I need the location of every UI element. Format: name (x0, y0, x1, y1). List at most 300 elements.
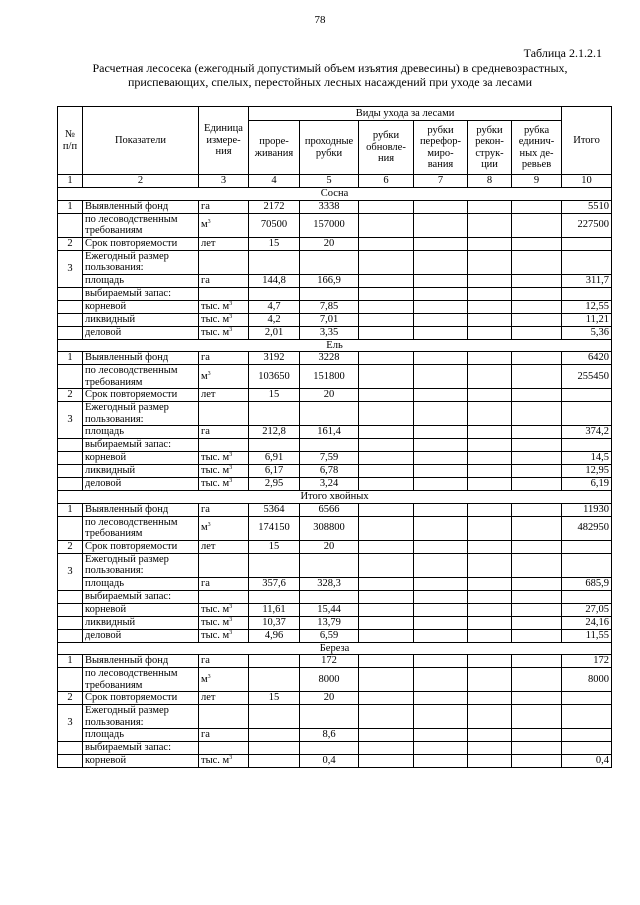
value-empty (512, 590, 562, 603)
value-total (562, 250, 612, 274)
value-total: 11,55 (562, 629, 612, 642)
row-unit (199, 742, 249, 755)
unit-text: га (201, 655, 210, 667)
row-number (58, 300, 83, 313)
value-passage-cutting: 161,4 (300, 426, 359, 439)
value-empty (512, 237, 562, 250)
table-row (58, 237, 612, 250)
value-empty (512, 478, 562, 491)
value-empty (468, 287, 512, 300)
row-number (58, 516, 83, 540)
table-row (58, 326, 612, 339)
table-row (58, 503, 612, 516)
unit-text: м (201, 219, 208, 231)
value-empty (512, 326, 562, 339)
value-empty (512, 250, 562, 274)
value-empty (512, 274, 562, 287)
row-number: 2 (58, 540, 83, 553)
value-thinning: 2,95 (249, 478, 300, 491)
value-empty (359, 616, 414, 629)
table-row (58, 577, 612, 590)
column-number: 9 (512, 175, 562, 188)
value-total: 374,2 (562, 426, 612, 439)
value-empty (414, 213, 468, 237)
value-empty (359, 692, 414, 705)
table-row (58, 629, 612, 642)
value-empty (359, 503, 414, 516)
row-unit (199, 503, 249, 516)
row-number (58, 755, 83, 768)
value-total: 11930 (562, 503, 612, 516)
table-row (58, 200, 612, 213)
unit-text: лет (201, 237, 216, 249)
unit-superscript: 3 (229, 629, 233, 636)
value-empty (414, 516, 468, 540)
value-thinning: 144,8 (249, 274, 300, 287)
unit-superscript: 3 (229, 300, 233, 307)
row-label: площадь (83, 577, 199, 590)
value-empty (359, 426, 414, 439)
row-unit (199, 452, 249, 465)
table-row (58, 668, 612, 692)
value-empty (359, 365, 414, 389)
value-thinning: 2172 (249, 200, 300, 213)
header-unit: Единица измере-ния (199, 107, 249, 175)
value-empty (512, 692, 562, 705)
value-empty (359, 452, 414, 465)
value-empty (414, 629, 468, 642)
value-thinning: 4,2 (249, 313, 300, 326)
value-empty (414, 668, 468, 692)
value-passage-cutting: 7,85 (300, 300, 359, 313)
row-unit (199, 577, 249, 590)
row-label: по лесоводственным требованиям (83, 668, 199, 692)
header-indicator: Показатели (83, 107, 199, 175)
value-empty (359, 668, 414, 692)
unit-text: тыс. м (201, 465, 230, 477)
value-thinning (249, 250, 300, 274)
row-number: 3 (58, 553, 83, 590)
table-row (58, 426, 612, 439)
row-label: выбираемый запас: (83, 742, 199, 755)
unit-superscript: 3 (229, 616, 233, 623)
unit-superscript: 3 (229, 465, 233, 472)
value-total: 685,9 (562, 577, 612, 590)
value-total: 8000 (562, 668, 612, 692)
row-label: по лесоводственным требованиям (83, 516, 199, 540)
row-label: площадь (83, 274, 199, 287)
value-passage-cutting: 20 (300, 692, 359, 705)
row-label: площадь (83, 729, 199, 742)
value-total (562, 742, 612, 755)
row-unit (199, 553, 249, 577)
value-empty (414, 590, 468, 603)
value-total: 0,4 (562, 755, 612, 768)
value-empty (414, 742, 468, 755)
value-thinning (249, 287, 300, 300)
table-row (58, 742, 612, 755)
row-label: Ежегодный размер пользования: (83, 402, 199, 426)
row-label: деловой (83, 629, 199, 642)
row-number (58, 668, 83, 692)
row-number: 3 (58, 402, 83, 439)
value-passage-cutting: 13,79 (300, 616, 359, 629)
row-number (58, 590, 83, 603)
row-unit (199, 540, 249, 553)
value-passage-cutting: 7,59 (300, 452, 359, 465)
table-row (58, 250, 612, 274)
row-number (58, 465, 83, 478)
value-thinning: 15 (249, 540, 300, 553)
value-empty (468, 213, 512, 237)
value-total (562, 705, 612, 729)
unit-superscript: 3 (229, 326, 233, 333)
value-passage-cutting: 3,35 (300, 326, 359, 339)
value-thinning (249, 553, 300, 577)
value-empty (512, 200, 562, 213)
value-empty (359, 742, 414, 755)
value-empty (468, 655, 512, 668)
value-empty (512, 553, 562, 577)
value-empty (359, 478, 414, 491)
unit-text: лет (201, 389, 216, 401)
row-number: 1 (58, 655, 83, 668)
value-passage-cutting (300, 402, 359, 426)
table-row (58, 313, 612, 326)
value-total: 227500 (562, 213, 612, 237)
value-thinning: 357,6 (249, 577, 300, 590)
row-unit (199, 478, 249, 491)
unit-text: га (201, 274, 210, 286)
header-num: № п/п (58, 107, 83, 175)
value-thinning: 212,8 (249, 426, 300, 439)
value-thinning (249, 402, 300, 426)
table-caption: Расчетная лесосека (ежегодный допустимый объем изъятия древесины) в средневозрастных, приспевающих, спелых, перестойных лесных насаждений при уходе за лесами (92, 61, 568, 89)
value-empty (512, 668, 562, 692)
value-empty (512, 402, 562, 426)
value-total: 6420 (562, 352, 612, 365)
table-row (58, 274, 612, 287)
row-label: Срок повторяемости (83, 389, 199, 402)
value-thinning (249, 742, 300, 755)
forest-cutting-table (57, 106, 612, 768)
value-passage-cutting: 151800 (300, 365, 359, 389)
row-number: 3 (58, 705, 83, 742)
value-empty (414, 389, 468, 402)
table-row (58, 300, 612, 313)
value-thinning: 15 (249, 692, 300, 705)
value-empty (359, 439, 414, 452)
value-passage-cutting (300, 439, 359, 452)
row-label: по лесоводственным требованиям (83, 365, 199, 389)
value-empty (468, 629, 512, 642)
row-label: Выявленный фонд (83, 655, 199, 668)
value-total (562, 540, 612, 553)
value-empty (512, 365, 562, 389)
value-empty (414, 577, 468, 590)
value-empty (512, 655, 562, 668)
value-empty (468, 590, 512, 603)
value-passage-cutting: 20 (300, 540, 359, 553)
value-empty (414, 452, 468, 465)
value-empty (468, 452, 512, 465)
header-total: Итого (562, 107, 612, 175)
row-label: ликвидный (83, 465, 199, 478)
value-empty (414, 755, 468, 768)
value-empty (468, 237, 512, 250)
row-number (58, 616, 83, 629)
value-empty (512, 389, 562, 402)
value-empty (359, 603, 414, 616)
value-empty (414, 692, 468, 705)
unit-superscript: 3 (229, 755, 233, 762)
row-number (58, 603, 83, 616)
row-unit (199, 729, 249, 742)
value-empty (468, 465, 512, 478)
value-empty (359, 540, 414, 553)
section-title: Итого хвойных (58, 491, 612, 504)
value-total: 6,19 (562, 478, 612, 491)
value-passage-cutting: 328,3 (300, 577, 359, 590)
table-row (58, 692, 612, 705)
row-number: 1 (58, 503, 83, 516)
column-number: 4 (249, 175, 300, 188)
value-passage-cutting (300, 742, 359, 755)
value-empty (512, 616, 562, 629)
value-empty (468, 553, 512, 577)
value-passage-cutting: 157000 (300, 213, 359, 237)
value-total: 482950 (562, 516, 612, 540)
section-title: Сосна (58, 188, 612, 201)
unit-superscript: 3 (207, 370, 211, 377)
value-empty (359, 516, 414, 540)
row-unit (199, 237, 249, 250)
value-empty (359, 402, 414, 426)
value-total: 5510 (562, 200, 612, 213)
value-passage-cutting: 15,44 (300, 603, 359, 616)
value-passage-cutting (300, 553, 359, 577)
value-empty (512, 705, 562, 729)
row-number: 1 (58, 352, 83, 365)
value-empty (468, 313, 512, 326)
row-unit (199, 629, 249, 642)
value-total (562, 237, 612, 250)
value-passage-cutting: 172 (300, 655, 359, 668)
unit-text: лет (201, 540, 216, 552)
row-label: Ежегодный размер пользования: (83, 705, 199, 729)
value-empty (359, 313, 414, 326)
value-total (562, 553, 612, 577)
value-empty (414, 478, 468, 491)
table-row (58, 516, 612, 540)
value-passage-cutting: 8,6 (300, 729, 359, 742)
value-thinning (249, 655, 300, 668)
column-number: 6 (359, 175, 414, 188)
value-thinning: 4,7 (249, 300, 300, 313)
value-empty (359, 200, 414, 213)
unit-text: м (201, 522, 208, 534)
row-number: 2 (58, 237, 83, 250)
value-total: 5,36 (562, 326, 612, 339)
value-empty (468, 426, 512, 439)
unit-superscript: 3 (207, 219, 211, 226)
value-empty (468, 250, 512, 274)
value-total (562, 402, 612, 426)
header-kind: проре-живания (249, 121, 300, 175)
value-empty (359, 287, 414, 300)
value-empty (468, 389, 512, 402)
value-passage-cutting: 6566 (300, 503, 359, 516)
unit-superscript: 3 (207, 673, 211, 680)
row-label: деловой (83, 478, 199, 491)
value-thinning (249, 439, 300, 452)
unit-text: га (201, 729, 210, 741)
table-row (58, 616, 612, 629)
value-empty (414, 465, 468, 478)
value-empty (468, 616, 512, 629)
value-passage-cutting: 6,59 (300, 629, 359, 642)
row-number (58, 365, 83, 389)
value-empty (414, 365, 468, 389)
value-total (562, 389, 612, 402)
table-row (58, 352, 612, 365)
row-label: Выявленный фонд (83, 200, 199, 213)
unit-text: тыс. м (201, 326, 230, 338)
section-title: Береза (58, 642, 612, 655)
value-passage-cutting: 8000 (300, 668, 359, 692)
value-empty (468, 668, 512, 692)
row-number (58, 478, 83, 491)
header-kind: рубки рекон-струк-ции (468, 121, 512, 175)
header-kind: рубки перефор-миро-вания (414, 121, 468, 175)
row-unit (199, 213, 249, 237)
value-total: 11,21 (562, 313, 612, 326)
table-row (58, 439, 612, 452)
unit-text: тыс. м (201, 629, 230, 641)
value-empty (359, 729, 414, 742)
value-thinning: 70500 (249, 213, 300, 237)
unit-text: тыс. м (201, 478, 230, 490)
row-label: корневой (83, 452, 199, 465)
value-empty (414, 553, 468, 577)
row-unit (199, 287, 249, 300)
value-empty (468, 577, 512, 590)
value-empty (359, 755, 414, 768)
value-passage-cutting: 20 (300, 389, 359, 402)
row-label: ликвидный (83, 313, 199, 326)
value-passage-cutting (300, 250, 359, 274)
unit-text: га (201, 577, 210, 589)
value-empty (414, 616, 468, 629)
row-number: 2 (58, 692, 83, 705)
value-empty (359, 213, 414, 237)
value-thinning: 174150 (249, 516, 300, 540)
value-empty (512, 465, 562, 478)
value-empty (359, 577, 414, 590)
value-empty (468, 742, 512, 755)
row-label: Выявленный фонд (83, 503, 199, 516)
value-empty (359, 326, 414, 339)
value-thinning (249, 705, 300, 729)
value-empty (468, 274, 512, 287)
value-empty (468, 352, 512, 365)
value-passage-cutting: 3,24 (300, 478, 359, 491)
unit-superscript: 3 (207, 522, 211, 529)
value-passage-cutting: 308800 (300, 516, 359, 540)
value-empty (414, 426, 468, 439)
column-number: 2 (83, 175, 199, 188)
value-total: 255450 (562, 365, 612, 389)
value-empty (414, 287, 468, 300)
unit-text: га (201, 352, 210, 364)
value-empty (512, 516, 562, 540)
value-thinning: 5364 (249, 503, 300, 516)
row-unit (199, 755, 249, 768)
table-body (58, 188, 612, 768)
row-unit (199, 668, 249, 692)
unit-text: тыс. м (201, 616, 230, 628)
row-unit (199, 389, 249, 402)
row-unit (199, 274, 249, 287)
value-passage-cutting: 6,78 (300, 465, 359, 478)
unit-superscript: 3 (229, 452, 233, 459)
table-row (58, 402, 612, 426)
column-number: 1 (58, 175, 83, 188)
unit-text: лет (201, 692, 216, 704)
row-unit (199, 200, 249, 213)
value-empty (414, 250, 468, 274)
value-empty (414, 540, 468, 553)
value-empty (414, 402, 468, 426)
value-total: 12,95 (562, 465, 612, 478)
value-total: 14,5 (562, 452, 612, 465)
value-empty (468, 200, 512, 213)
value-passage-cutting: 20 (300, 237, 359, 250)
header-kind: проходные рубки (300, 121, 359, 175)
value-passage-cutting (300, 287, 359, 300)
unit-text: тыс. м (201, 313, 230, 325)
row-label: Ежегодный размер пользования: (83, 250, 199, 274)
value-passage-cutting: 0,4 (300, 755, 359, 768)
value-passage-cutting (300, 705, 359, 729)
unit-text: м (201, 370, 208, 382)
row-number: 2 (58, 389, 83, 402)
value-empty (414, 503, 468, 516)
row-unit (199, 402, 249, 426)
value-empty (414, 439, 468, 452)
value-empty (359, 352, 414, 365)
table-row (58, 603, 612, 616)
column-number: 10 (562, 175, 612, 188)
value-passage-cutting: 3228 (300, 352, 359, 365)
value-empty (359, 237, 414, 250)
row-label: деловой (83, 326, 199, 339)
unit-text: га (201, 503, 210, 515)
section-row (58, 188, 612, 201)
value-total (562, 729, 612, 742)
row-number (58, 213, 83, 237)
row-unit (199, 603, 249, 616)
value-empty (468, 540, 512, 553)
value-passage-cutting (300, 590, 359, 603)
unit-text: тыс. м (201, 452, 230, 464)
value-total: 24,16 (562, 616, 612, 629)
row-number (58, 452, 83, 465)
row-unit (199, 352, 249, 365)
row-unit (199, 313, 249, 326)
value-empty (512, 287, 562, 300)
row-number: 3 (58, 250, 83, 287)
